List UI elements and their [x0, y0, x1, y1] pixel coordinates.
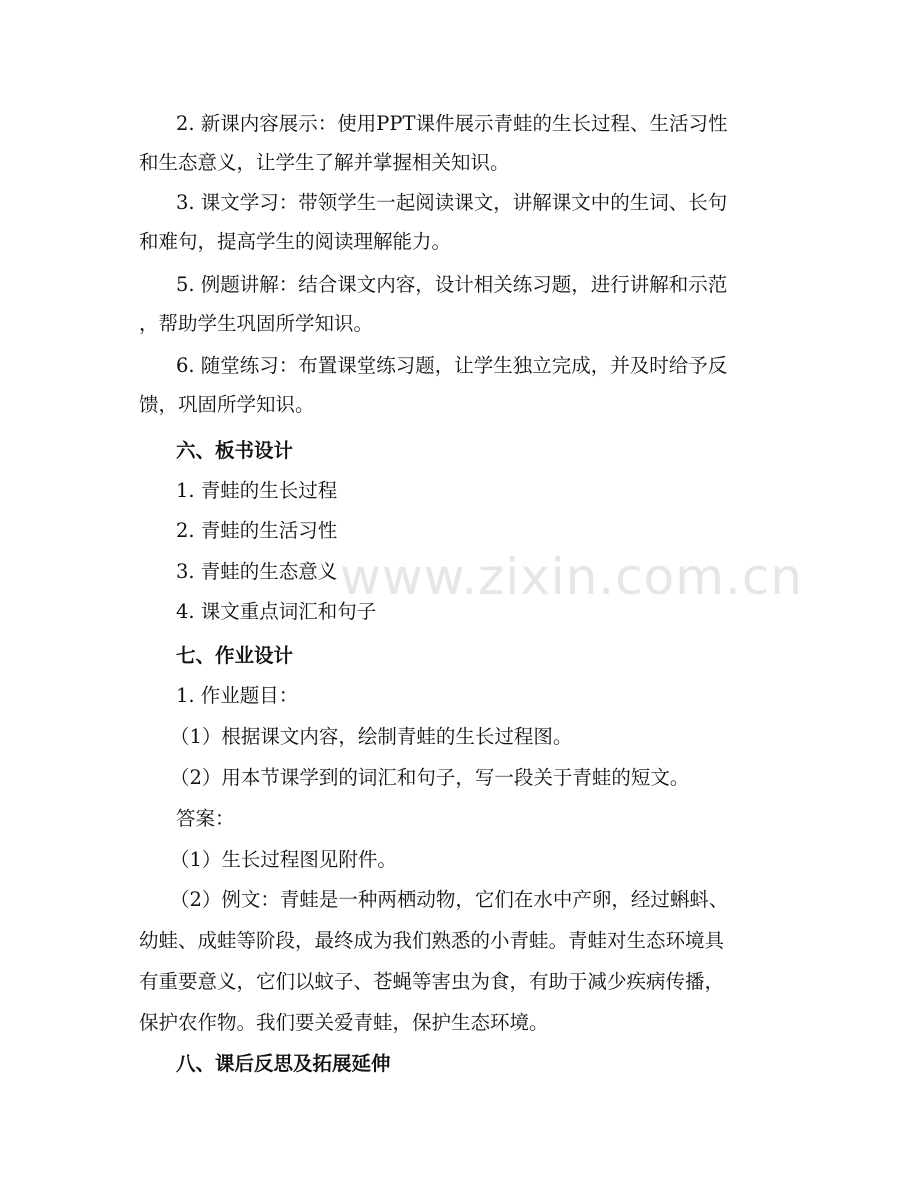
board-item-1: 1. 青蛙的生长过程	[176, 479, 338, 502]
watermark: www.zixin.com.cn	[340, 548, 804, 606]
homework-item-1: 1. 作业题目：	[176, 684, 299, 707]
list-item-2-new-content: 2. 新课内容展示：使用PPT课件展示青蛙的生长过程、生活习性	[176, 112, 728, 135]
homework-question-2: （2）用本节课学到的词汇和句子，写一段关于青蛙的短文。	[170, 766, 690, 789]
list-item-3-text-study: 3. 课文学习：带领学生一起阅读课文，讲解课文中的生词、长句	[176, 191, 728, 214]
homework-question-1: （1）根据课文内容，绘制青蛙的生长过程图。	[170, 725, 573, 748]
list-item-5-continuation: ，帮助学生巩固所学知识。	[139, 312, 374, 335]
answer-1: （1）生长过程图见附件。	[170, 848, 397, 871]
answer-2-continuation-3: 保护农作物。我们要关爱青蛙，保护生态环境。	[139, 1011, 549, 1034]
list-item-3-continuation: 和难句，提高学生的阅读理解能力。	[139, 230, 452, 253]
answer-label: 答案：	[176, 807, 235, 830]
answer-2: （2）例文：青蛙是一种两栖动物，它们在水中产卵，经过蝌蚪、	[170, 888, 729, 911]
list-item-6-continuation: 馈，巩固所学知识。	[139, 393, 315, 416]
board-item-4: 4. 课文重点词汇和句子	[176, 600, 377, 623]
section-heading-reflection: 八、课后反思及拓展延伸	[176, 1052, 391, 1075]
board-item-3: 3. 青蛙的生态意义	[176, 560, 338, 583]
section-heading-homework: 七、作业设计	[176, 644, 294, 667]
list-item-5-examples: 5. 例题讲解：结合课文内容，设计相关练习题，进行讲解和示范	[176, 273, 728, 296]
answer-2-continuation-1: 幼蛙、成蛙等阶段，最终成为我们熟悉的小青蛙。青蛙对生态环境具	[139, 929, 725, 952]
list-item-6-practice: 6. 随堂练习：布置课堂练习题，让学生独立完成，并及时给予反	[176, 354, 728, 377]
board-item-2: 2. 青蛙的生活习性	[176, 519, 338, 542]
answer-2-continuation-2: 有重要意义，它们以蚊子、苍蝇等害虫为食，有助于减少疾病传播，	[139, 970, 725, 993]
section-heading-board-design: 六、板书设计	[176, 439, 294, 462]
list-item-2-continuation: 和生态意义，让学生了解并掌握相关知识。	[139, 151, 510, 174]
